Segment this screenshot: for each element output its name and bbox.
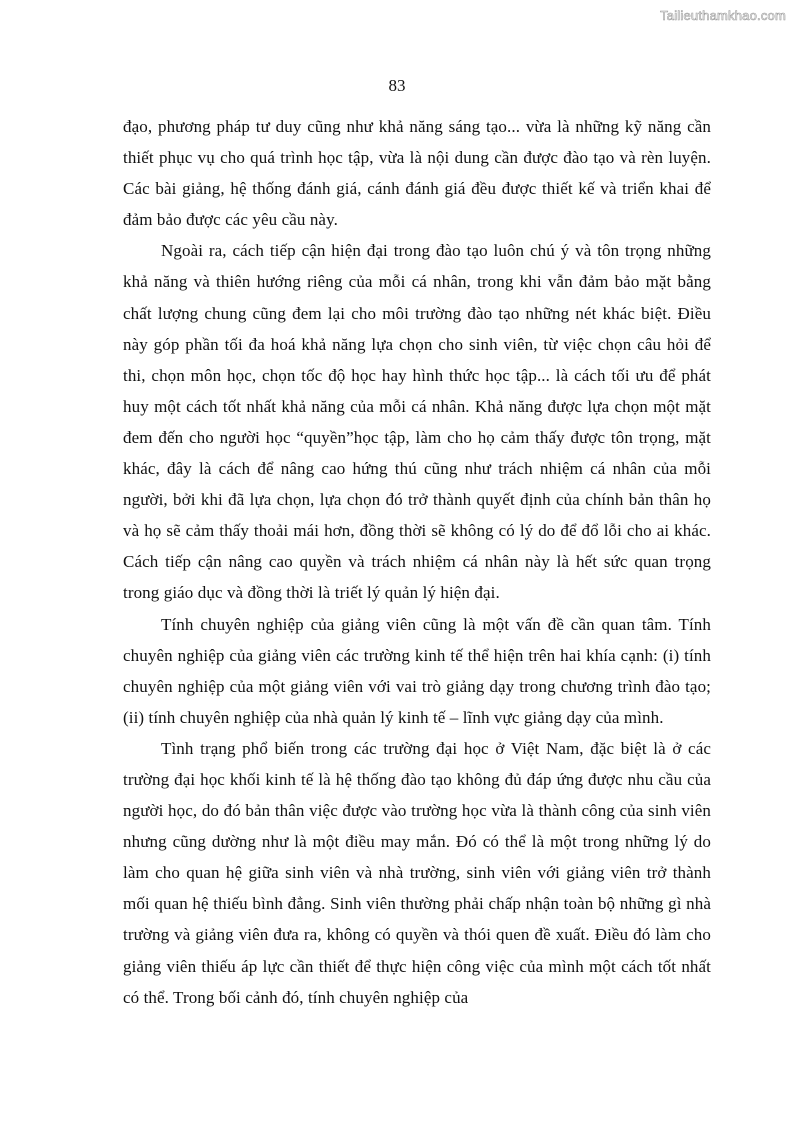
paragraph: Ngoài ra, cách tiếp cận hiện đại trong đào tạo luôn chú ý và tôn trọng những khả năng và thiên hướng riêng của mỗi cá nhân, trong khi vẫn đảm bảo mặt bằng chất lượng chung cũng đem lại cho môi trường đào tạo những nét khác biệt. Điều này góp phần tối đa hoá khả năng lựa chọn cho sinh viên, từ việc chọn câu hỏi để thi, chọn môn học, chọn tốc độ học hay hình thức học tập... là cách tối ưu để phát huy một cách tốt nhất khả năng của mỗi cá nhân. Khả năng được lựa chọn một mặt đem đến cho người học “quyền”học tập, làm cho họ cảm thấy được tôn trọng, mặt khác, đây là cách để nâng cao hứng thú cũng như trách nhiệm cá nhân của mỗi người, bởi khi đã lựa chọn, lựa chọn đó trở thành quyết định của chính bản thân họ và họ sẽ cảm thấy thoải mái hơn, đồng thời sẽ không có lý do để đổ lỗi cho ai khác. Cách tiếp cận nâng cao quyền và trách nhiệm cá nhân này là hết sức quan trọng trong giáo dục và đồng thời là triết lý quản lý hiện đại. [123, 241, 711, 603]
watermark: Tailieuthamkhao.com [660, 8, 786, 23]
paragraph: đạo, phương pháp tư duy cũng như khả năng sáng tạo... vừa là những kỹ năng cần thiết phục vụ cho quá trình học tập, vừa là nội dung cần được đào tạo và rèn luyện. Các bài giảng, hệ thống đánh giá, cánh đánh giá đều được thiết kế và triển khai để đảm bảo được các yêu cầu này. [123, 117, 711, 230]
page-number: 83 [388, 76, 406, 95]
paragraph: Tình trạng phổ biến trong các trường đại học ở Việt Nam, đặc biệt là ở các trường đại học khối kinh tế là hệ thống đào tạo không đủ đáp ứng được nhu cầu của người học, do đó bản thân việc được vào trường học vừa là thành công của sinh viên nhưng cũng dường như là một điều may mắn. Đó có thể là một trong những lý do làm cho quan hệ giữa sinh viên và nhà trường, sinh viên với giảng viên trở thành mối quan hệ thiếu bình đẳng. Sinh viên thường phải chấp nhận toàn bộ những gì nhà trường và giảng viên đưa ra, không có quyền và thói quen đề xuất. Điều đó làm cho giảng viên thiếu áp lực cần thiết để thực hiện công việc của mình một cách tốt nhất có thể. Trong bối cảnh đó, tính chuyên nghiệp của [123, 738, 711, 1007]
paragraph: Tính chuyên nghiệp của giảng viên cũng là một vấn đề cần quan tâm. Tính chuyên nghiệp của giảng viên các trường kinh tế thể hiện trên hai khía cạnh: (i) tính chuyên nghiệp của một giảng viên với vai trò giảng dạy trong chương trình đào tạo; (ii) tính chuyên nghiệp của nhà quản lý kinh tế – lĩnh vực giảng dạy của mình. [123, 614, 711, 727]
document-body [123, 111, 711, 1013]
